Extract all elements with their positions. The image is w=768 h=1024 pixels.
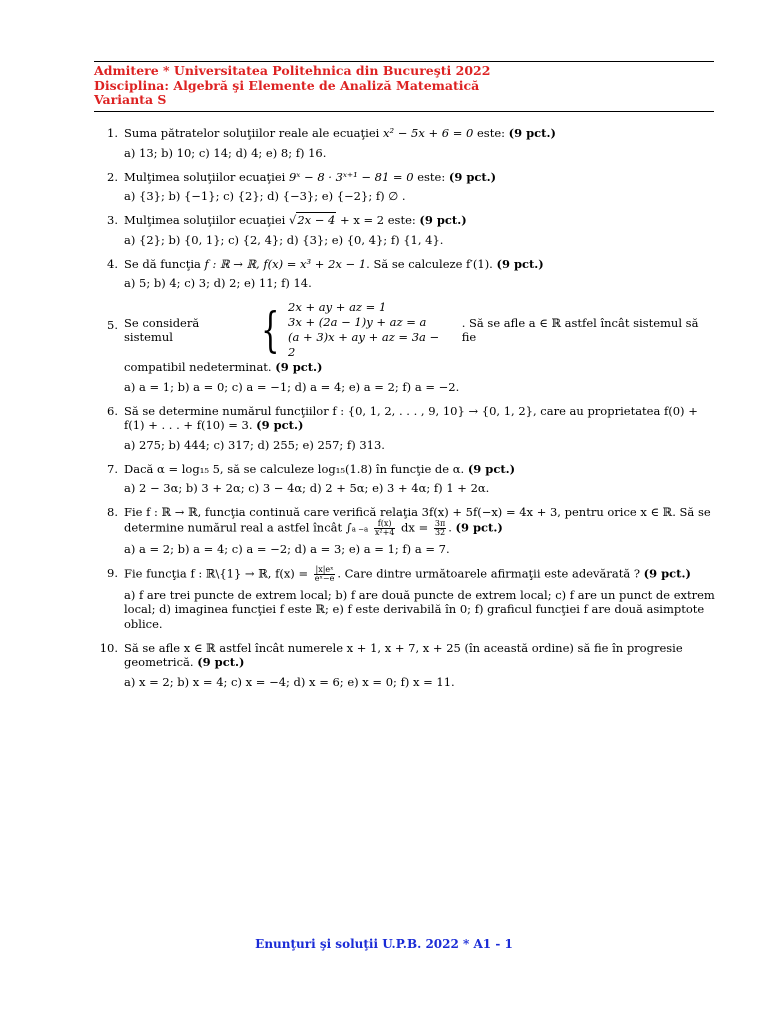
problem-10 (94, 641, 716, 690)
document-header (94, 64, 714, 108)
answer-options: a) a = 2; b) a = 4; c) a = −2; d) a = 3; e) a = 1; f) a = 7. (124, 541, 450, 556)
points-label: (9 pct.) (419, 213, 467, 227)
problem-2 (94, 170, 716, 204)
problem-statement: Suma pătratelor soluţiilor reale ale ecuaţiei x² − 5x + 6 = 0 este: (9 pct.) (124, 126, 556, 140)
problem-3 (94, 213, 716, 247)
result-fraction: $\frac{3\pi}{32}$ (434, 518, 446, 537)
system-equation: (a + 3)x + ay + az = 3a − 2 (288, 330, 440, 359)
problem-number: 7. (107, 461, 118, 476)
problem-number: 4. (107, 256, 118, 271)
problem-statement: Mulţimea soluţiilor ecuaţiei 9ˣ − 8 · 3ˣ⁺¹ − 81 = 0 este: (9 pct.) (124, 169, 497, 184)
points-label: (9 pct.) (197, 655, 245, 669)
header-discipline: Disciplina: Algebră şi Elemente de Analiză Matematică (94, 77, 480, 93)
system-equation: 3x + (2a − 1)y + az = a (288, 315, 427, 329)
problem-statement: Fie funcţia f : ℝ\{1} → ℝ, f(x) = $\frac{\text{|x|eˣ}}{\text{eˣ−e}}$ . Care dintre următoarele afirmaţii este adevărată ? (9 pct.) (124, 564, 691, 583)
problem-number: 10. (99, 640, 118, 655)
problem-statement: Fie f : ℝ → ℝ, funcţia continuă care verifică relaţia 3f(x) + 5f(−x) = 4x + 3, pentru orice x ∈ ℝ. Să se determine numărul real a astfel încât ∫a −a $\frac{f(x)}{\text{x²+4}}$ dx = $\frac{3\pi}{32}$ . (9 pct.) (124, 505, 711, 537)
function-fraction: $\frac{\text{|x|eˣ}}{\text{eˣ−e}}$ (314, 564, 335, 583)
points-label: (9 pct.) (467, 461, 516, 476)
points-label: (9 pct.) (508, 126, 556, 140)
system-equation: 2x + ay + az = 1 (288, 300, 387, 314)
header-top-rule (94, 61, 714, 62)
answer-options: a) x = 2; b) x = 4; c) x = −4; d) x = 6; e) x = 0; f) x = 11. (124, 674, 455, 689)
problem-number: 1. (107, 126, 118, 140)
problem-number: 8. (107, 505, 118, 519)
points-label: (9 pct.) (275, 360, 323, 374)
answer-options: a) a = 1; b) a = 0; c) a = −1; d) a = 4; e) a = 2; f) a = −2. (124, 379, 460, 394)
problem-8 (94, 505, 716, 556)
problem-7 (94, 462, 716, 496)
answer-options: a) 13; b) 10; c) 14; d) 4; e) 8; f) 16. (124, 145, 327, 160)
points-label: (9 pct.) (643, 566, 691, 580)
left-brace-icon: { (261, 302, 280, 358)
integral-limits: a −a (351, 525, 369, 533)
points-label: (9 pct.) (256, 418, 304, 432)
problem-list (94, 126, 716, 699)
page-footer: Enunţuri şi soluţii U.P.B. 2022 * A1 - 1 (255, 937, 513, 951)
header-bottom-rule (94, 111, 714, 112)
header-title: Admitere * Universitatea Politehnica din Bucureşti 2022 (94, 63, 491, 78)
problem-number: 5. (107, 318, 118, 332)
problem-statement: Se dă funcţia f : ℝ → ℝ, f(x) = x³ + 2x − 1. Să se calculeze f′(1). (9 pct.) (124, 256, 544, 271)
integrand-fraction: $\frac{f(x)}{\text{x²+4}}$ (374, 518, 395, 537)
problem-number: 2. (107, 169, 118, 184)
points-label: (9 pct.) (448, 169, 497, 184)
problem-statement: Se consideră sistemul { 2x + ay + az = 1 3x + (2a − 1)y + az = a (a + 3)x + ay + az = 3a − 2 . Să se afle a ∈ ℝ astfel încât sistemul să fie compatibil nedeterminat. (9 pct.) (124, 300, 699, 374)
problem-statement: Să se afle x ∈ ℝ astfel încât numerele x + 1, x + 7, x + 25 (în această ordine) să fie în progresie geometrică. (9 pct.) (124, 640, 683, 669)
problem-6 (94, 404, 716, 453)
points-label: (9 pct.) (455, 520, 503, 534)
answer-options: a) 2 − 3α; b) 3 + 2α; c) 3 − 4α; d) 2 + 5α; e) 3 + 4α; f) 1 + 2α. (124, 481, 490, 495)
points-label: (9 pct.) (496, 256, 544, 271)
problem-number: 9. (107, 565, 118, 580)
answer-options: a) {3}; b) {−1}; c) {2}; d) {−3}; e) {−2}; f) ∅ . (124, 189, 406, 203)
problem-1 (94, 126, 716, 160)
equation-system (255, 300, 449, 360)
answer-options: a) {2}; b) {0, 1}; c) {2, 4}; d) {3}; e) {0, 4}; f) {1, 4}. (124, 232, 444, 247)
problem-9 (94, 566, 716, 632)
problem-4 (94, 257, 716, 291)
problem-number: 6. (107, 403, 118, 418)
answer-options: a) 275; b) 444; c) 317; d) 255; e) 257; f) 313. (124, 437, 385, 452)
problem-number: 3. (107, 213, 118, 227)
problem-statement: Dacă α = log₁₅ 5, să se calculeze log₁₅(1.8) în funcţie de α. (9 pct.) (124, 461, 516, 476)
header-variant: Varianta S (94, 92, 167, 107)
problem-statement: Să se determine numărul funcţiilor f : {0, 1, 2, . . . , 9, 10} → {0, 1, 2}, care au proprietatea f(0) + f(1) + . . . + f(10) = 3. (9 pct.) (124, 403, 698, 432)
problem-statement: Mulţimea soluţiilor ecuaţiei √2x − 4 + x = 2 este: (9 pct.) (124, 213, 467, 227)
answer-options: a) 5; b) 4; c) 3; d) 2; e) 11; f) 14. (124, 276, 312, 290)
problem-5 (94, 300, 716, 394)
answer-options: a) f are trei puncte de extrem local; b) f are două puncte de extrem local; c) f are un punct de extrem local; d) imaginea funcţiei f este ℝ; e) f este derivabilă în 0; f) graficul funcţiei f are două asimptote oblice. (124, 587, 715, 631)
